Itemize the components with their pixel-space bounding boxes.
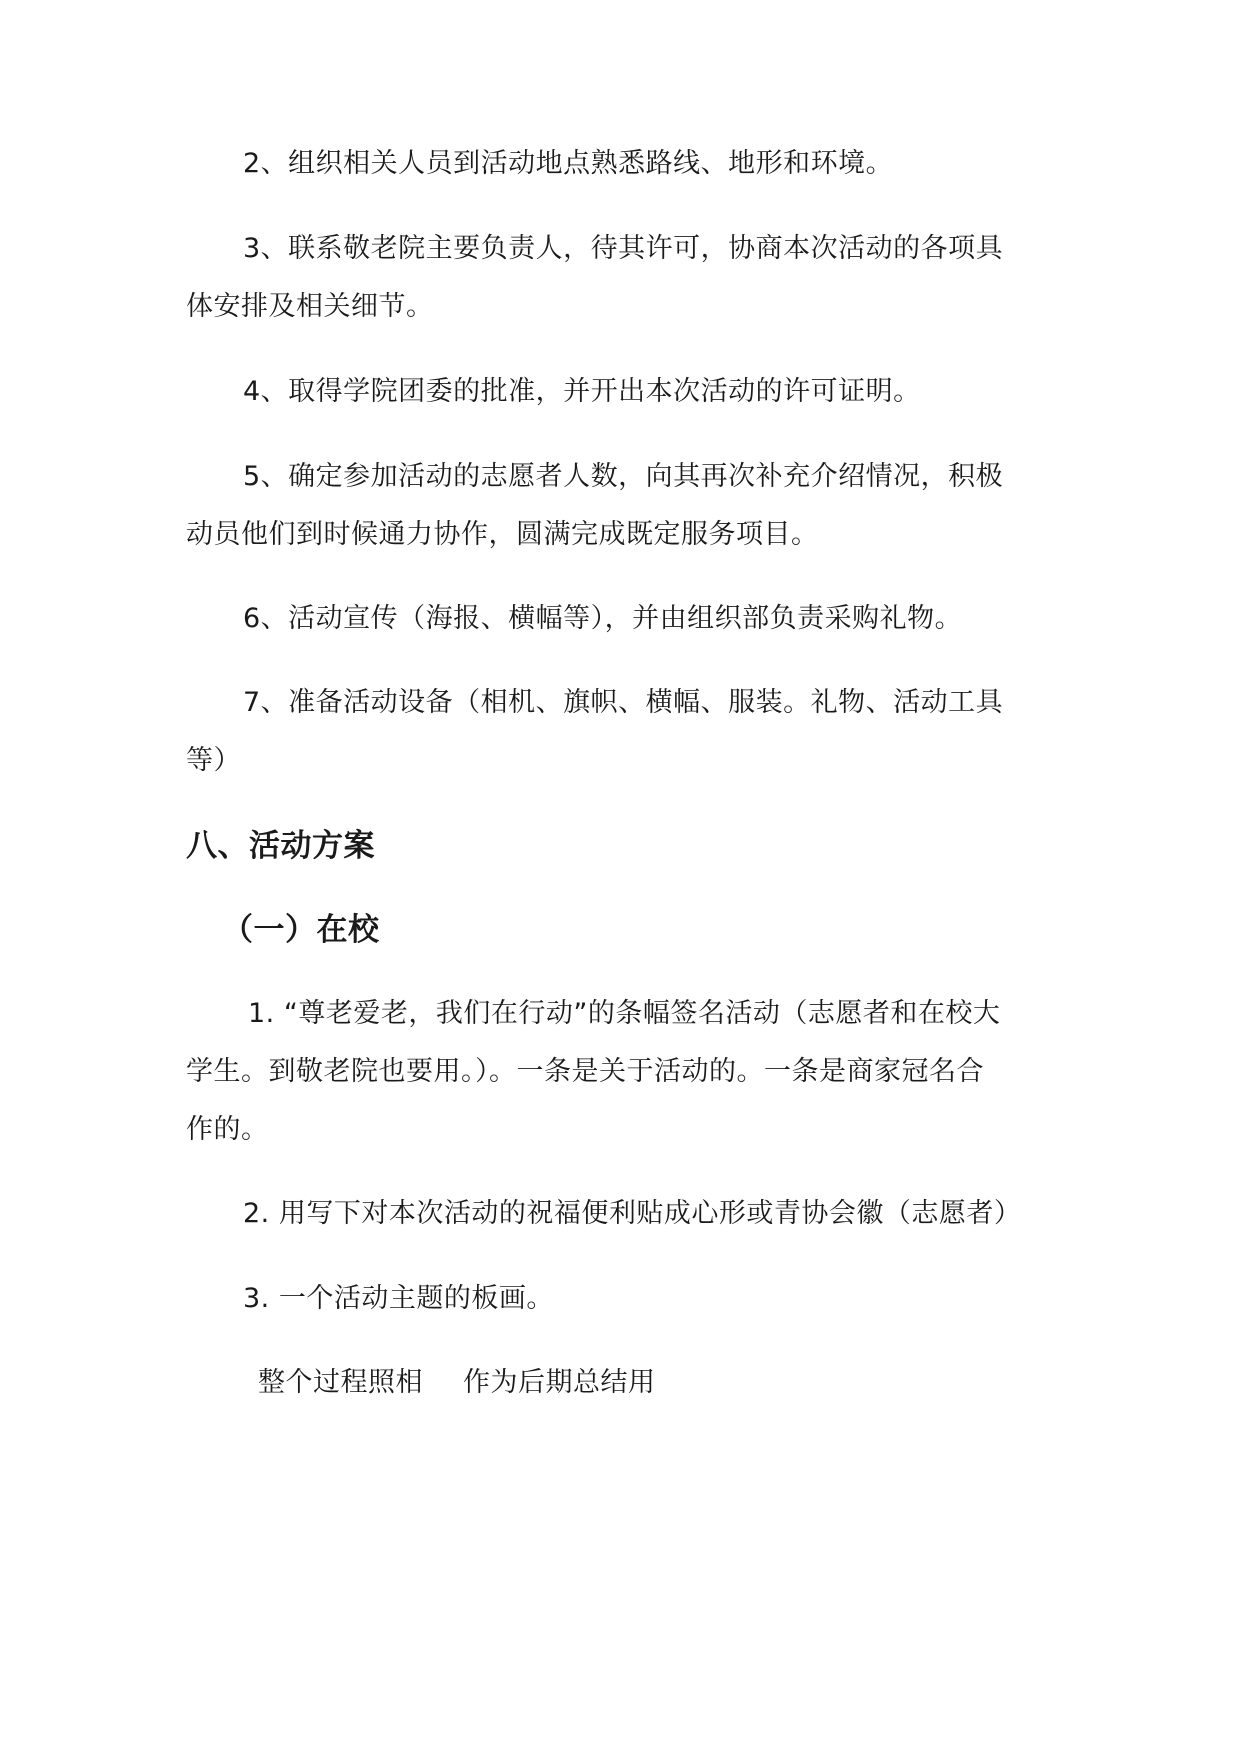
note-line <box>258 1366 656 1400</box>
plan-item-1: 1. “尊老爱老，我们在行动”的条幅签名活动（志愿者和在校大 <box>248 998 1001 1029</box>
note-part-1: 整个过程照相 <box>258 1367 423 1398</box>
prep-item-5: 5、确定参加活动的志愿者人数，向其再次补充介绍情况，积极 <box>243 461 1004 492</box>
prep-item-2: 2、组织相关人员到活动地点熟悉路线、地形和环境。 <box>243 148 894 179</box>
prep-item-7-cont: 等） <box>186 745 241 776</box>
plan-item-1-cont-1: 学生。到敬老院也要用。）。一条是关于活动的。一条是商家冠名合 <box>186 1056 984 1087</box>
prep-item-4: 4、取得学院团委的批准，并开出本次活动的许可证明。 <box>243 376 921 407</box>
prep-item-3: 3、联系敬老院主要负责人，待其许可，协商本次活动的各项具 <box>243 233 1004 264</box>
plan-item-3: 3. 一个活动主题的板画。 <box>243 1283 554 1314</box>
plan-item-2: 2. 用写下对本次活动的祝福便利贴成心形或青协会徽（志愿者） <box>243 1198 1022 1229</box>
prep-item-6: 6、活动宣传（海报、横幅等），并由组织部负责采购礼物。 <box>243 603 963 634</box>
plan-item-1-cont-2: 作的。 <box>186 1114 269 1145</box>
note-part-2: 作为后期总结用 <box>463 1367 656 1398</box>
sub-heading: （一）在校 <box>222 912 380 948</box>
prep-item-3-cont: 体安排及相关细节。 <box>186 291 434 322</box>
prep-item-5-cont: 动员他们到时候通力协作，圆满完成既定服务项目。 <box>186 519 819 550</box>
prep-item-7: 7、准备活动设备（相机、旗帜、横幅、服装。礼物、活动工具 <box>243 687 1004 718</box>
section-heading: 八、活动方案 <box>186 828 375 864</box>
